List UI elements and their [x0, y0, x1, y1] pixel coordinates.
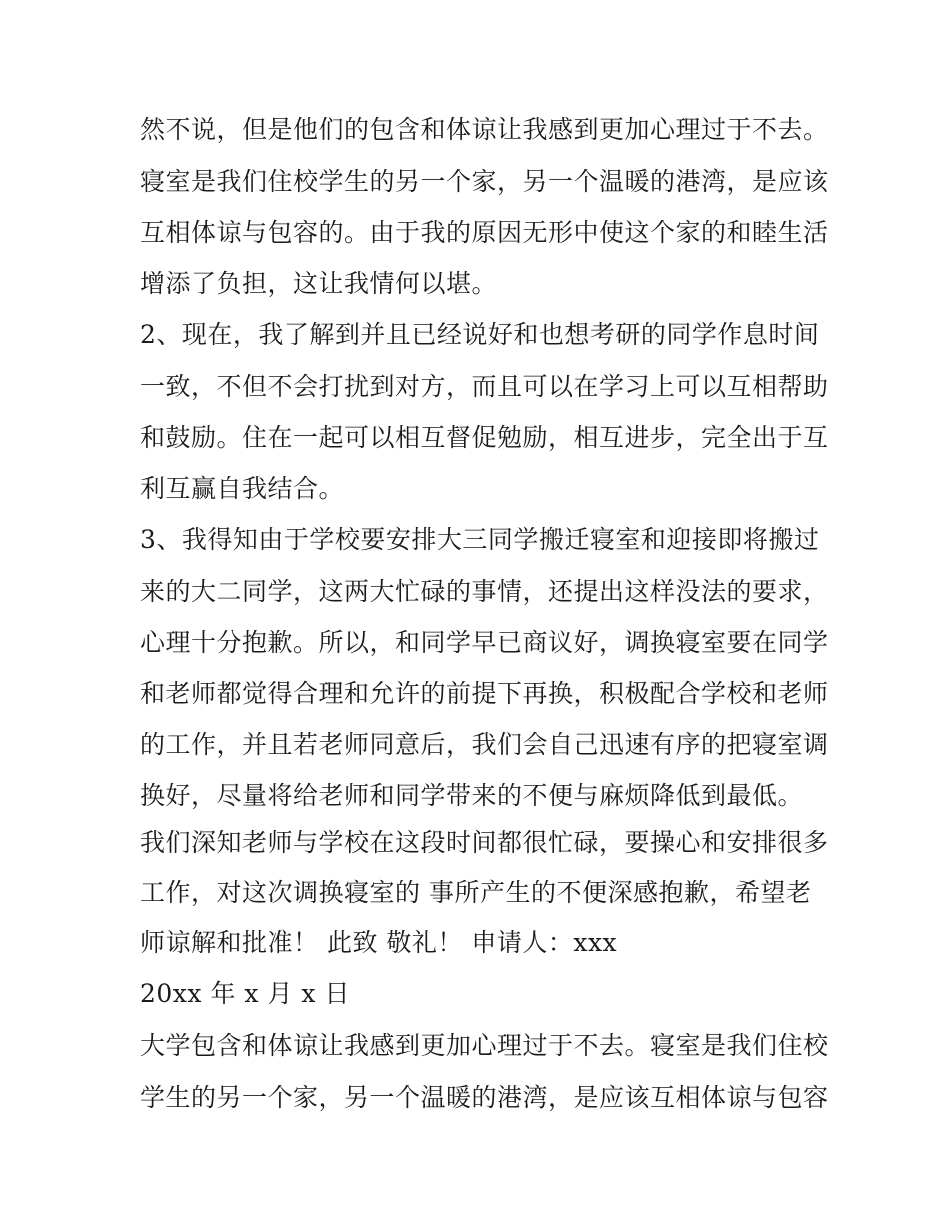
text-line: 增添了负担，这让我情何以堪。: [140, 269, 498, 298]
text-line: 学生的另一个家，另一个温暖的港湾，是应该互相体谅与包容: [140, 1083, 829, 1112]
text-line: 然不说，但是他们的包含和体谅让我感到更加心理过于不去。: [140, 115, 829, 144]
text-line: 一致，不但不会打扰到对方，而且可以在学习上可以互相帮助: [140, 372, 829, 401]
text-line: 来的大二同学，这两大忙碌的事情，还提出这样没法的要求，: [140, 577, 829, 606]
text-line: 和老师都觉得合理和允许的前提下再换，积极配合学校和老师: [140, 679, 829, 708]
text-line: 3、我得知由于学校要安排大三同学搬迁寝室和迎接即将搬过: [140, 525, 820, 554]
text-line: 工作，对这次调换寝室的 事所产生的不便深感抱歉，希望老: [140, 878, 812, 907]
text-line: 互相体谅与包容的。由于我的原因无形中使这个家的和睦生活: [140, 218, 829, 247]
text-line: 利互赢自我结合。: [140, 474, 345, 503]
text-line: 大学包含和体谅让我感到更加心理过于不去。寝室是我们住校: [140, 1031, 829, 1060]
text-line: 心理十分抱歉。所以，和同学早已商议好，调换寝室要在同学: [140, 628, 829, 657]
text-line: 寝室是我们住校学生的另一个家，另一个温暖的港湾，是应该: [140, 167, 829, 196]
text-line: 的工作，并且若老师同意后，我们会自己迅速有序的把寝室调: [140, 730, 829, 759]
text-line: 和鼓励。住在一起可以相互督促勉励，相互进步，完全出于互: [140, 423, 829, 452]
signature-line: 师谅解和批准！ 此致 敬礼！ 申请人：xxx: [140, 928, 618, 957]
date-line: 20xx 年 x 月 x 日: [140, 979, 350, 1008]
text-line: 2、现在，我了解到并且已经说好和也想考研的同学作息时间: [140, 320, 820, 349]
text-line: 换好，尽量将给老师和同学带来的不便与麻烦降低到最低。: [140, 781, 804, 810]
text-line: 我们深知老师与学校在这段时间都很忙碌，要操心和安排很多: [140, 828, 829, 857]
